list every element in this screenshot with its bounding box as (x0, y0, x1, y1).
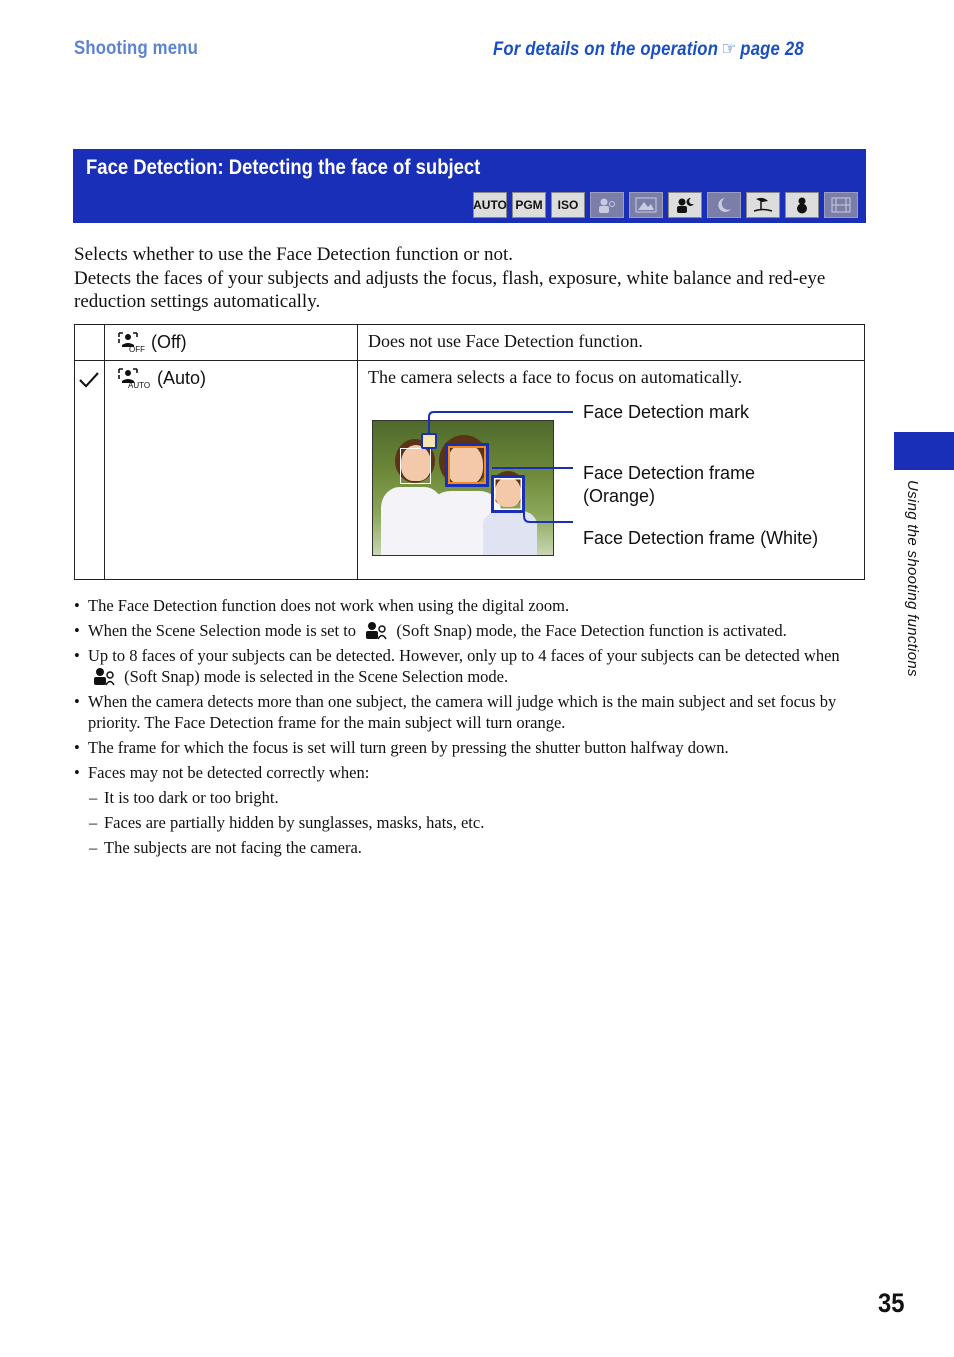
soft-snap-icon (364, 620, 388, 640)
note-subitem: – Faces are partially hidden by sunglasses, masks, hats, etc. (74, 812, 869, 833)
feature-title: Face Detection: Detecting the face of subject (86, 156, 481, 179)
program-mode-icon: PGM (512, 192, 546, 218)
option-row-auto (75, 361, 865, 580)
checkmark-icon (78, 371, 100, 389)
high-sensitivity-icon: ISO (551, 192, 585, 218)
operation-reference-page: page 28 (740, 39, 804, 60)
selection-cell (75, 361, 105, 580)
intro-line-2: Detects the faces of your subjects and adjusts the focus, flash, exposure, white balance and red-eye reduction settings automatically. (74, 267, 826, 312)
label-white-frame: Face Detection frame (White) (583, 528, 819, 548)
face-detection-figure (358, 388, 864, 568)
snow-icon (785, 192, 819, 218)
svg-text:OFF: OFF (129, 345, 145, 353)
note-item: • The Face Detection function does not work when using the digital zoom. (74, 595, 869, 616)
label-orange-frame-line1: Face Detection frame (583, 463, 756, 483)
operation-reference-text: For details on the operation (493, 39, 719, 60)
description-cell (358, 325, 865, 361)
landscape-icon (629, 192, 663, 218)
option-cell (105, 325, 358, 361)
option-description-auto: The camera selects a face to focus on automatically. (368, 367, 743, 387)
notes-list (74, 595, 869, 862)
note-item: • Faces may not be detected correctly when: (74, 762, 869, 783)
face-detection-auto-icon (117, 367, 151, 389)
note-text: Up to 8 faces of your subjects can be detected. However, only up to 4 faces of your subjects can be detected when (88, 646, 840, 665)
intro-text (74, 243, 864, 314)
note-text: When the Scene Selection mode is set to (88, 621, 357, 640)
note-text: (Soft Snap) mode, the Face Detection function is activated. (396, 621, 787, 640)
soft-snap-icon (590, 192, 624, 218)
note-item (74, 620, 869, 641)
note-item (74, 645, 869, 687)
label-face-detection-mark: Face Detection mark (583, 402, 750, 422)
label-orange-frame-line2: (Orange) (583, 486, 656, 506)
section-side-tab[interactable] (894, 432, 954, 470)
option-label-auto: (Auto) (157, 367, 207, 388)
operation-reference[interactable] (493, 38, 804, 61)
option-row-off (75, 325, 865, 361)
description-cell (358, 361, 865, 580)
option-cell (105, 361, 358, 580)
selection-cell (75, 325, 105, 361)
beach-icon (746, 192, 780, 218)
option-description-off: Does not use Face Detection function. (368, 331, 643, 351)
note-text: (Soft Snap) mode is selected in the Scene Selection mode. (124, 667, 509, 686)
face-detection-off-icon (117, 331, 145, 353)
note-item: • When the camera detects more than one subject, the camera will judge which is the main subject and set focus by priority. The Face Detection frame for the main subject will turn orange. (74, 691, 869, 733)
twilight-icon (707, 192, 741, 218)
feature-title-bar (73, 149, 866, 223)
intro-line-1: Selects whether to use the Face Detection function or not. (74, 244, 513, 265)
twilight-portrait-icon (668, 192, 702, 218)
section-side-label: Using the shooting functions (904, 480, 921, 677)
soft-snap-icon (92, 666, 116, 686)
movie-icon (824, 192, 858, 218)
note-subitem: – It is too dark or too bright. (74, 787, 869, 808)
page-number: 35 (878, 1288, 905, 1318)
options-table (74, 324, 865, 580)
svg-text:AUTO: AUTO (128, 381, 151, 389)
auto-mode-icon: AUTO (473, 192, 507, 218)
note-subitem: – The subjects are not facing the camera. (74, 837, 869, 858)
section-heading: Shooting menu (74, 38, 198, 59)
option-label-off: (Off) (151, 331, 187, 352)
shooting-mode-icons (473, 192, 858, 218)
pointing-hand-icon: ☞ (721, 39, 737, 60)
note-item: • The frame for which the focus is set will turn green by pressing the shutter button halfway down. (74, 737, 869, 758)
